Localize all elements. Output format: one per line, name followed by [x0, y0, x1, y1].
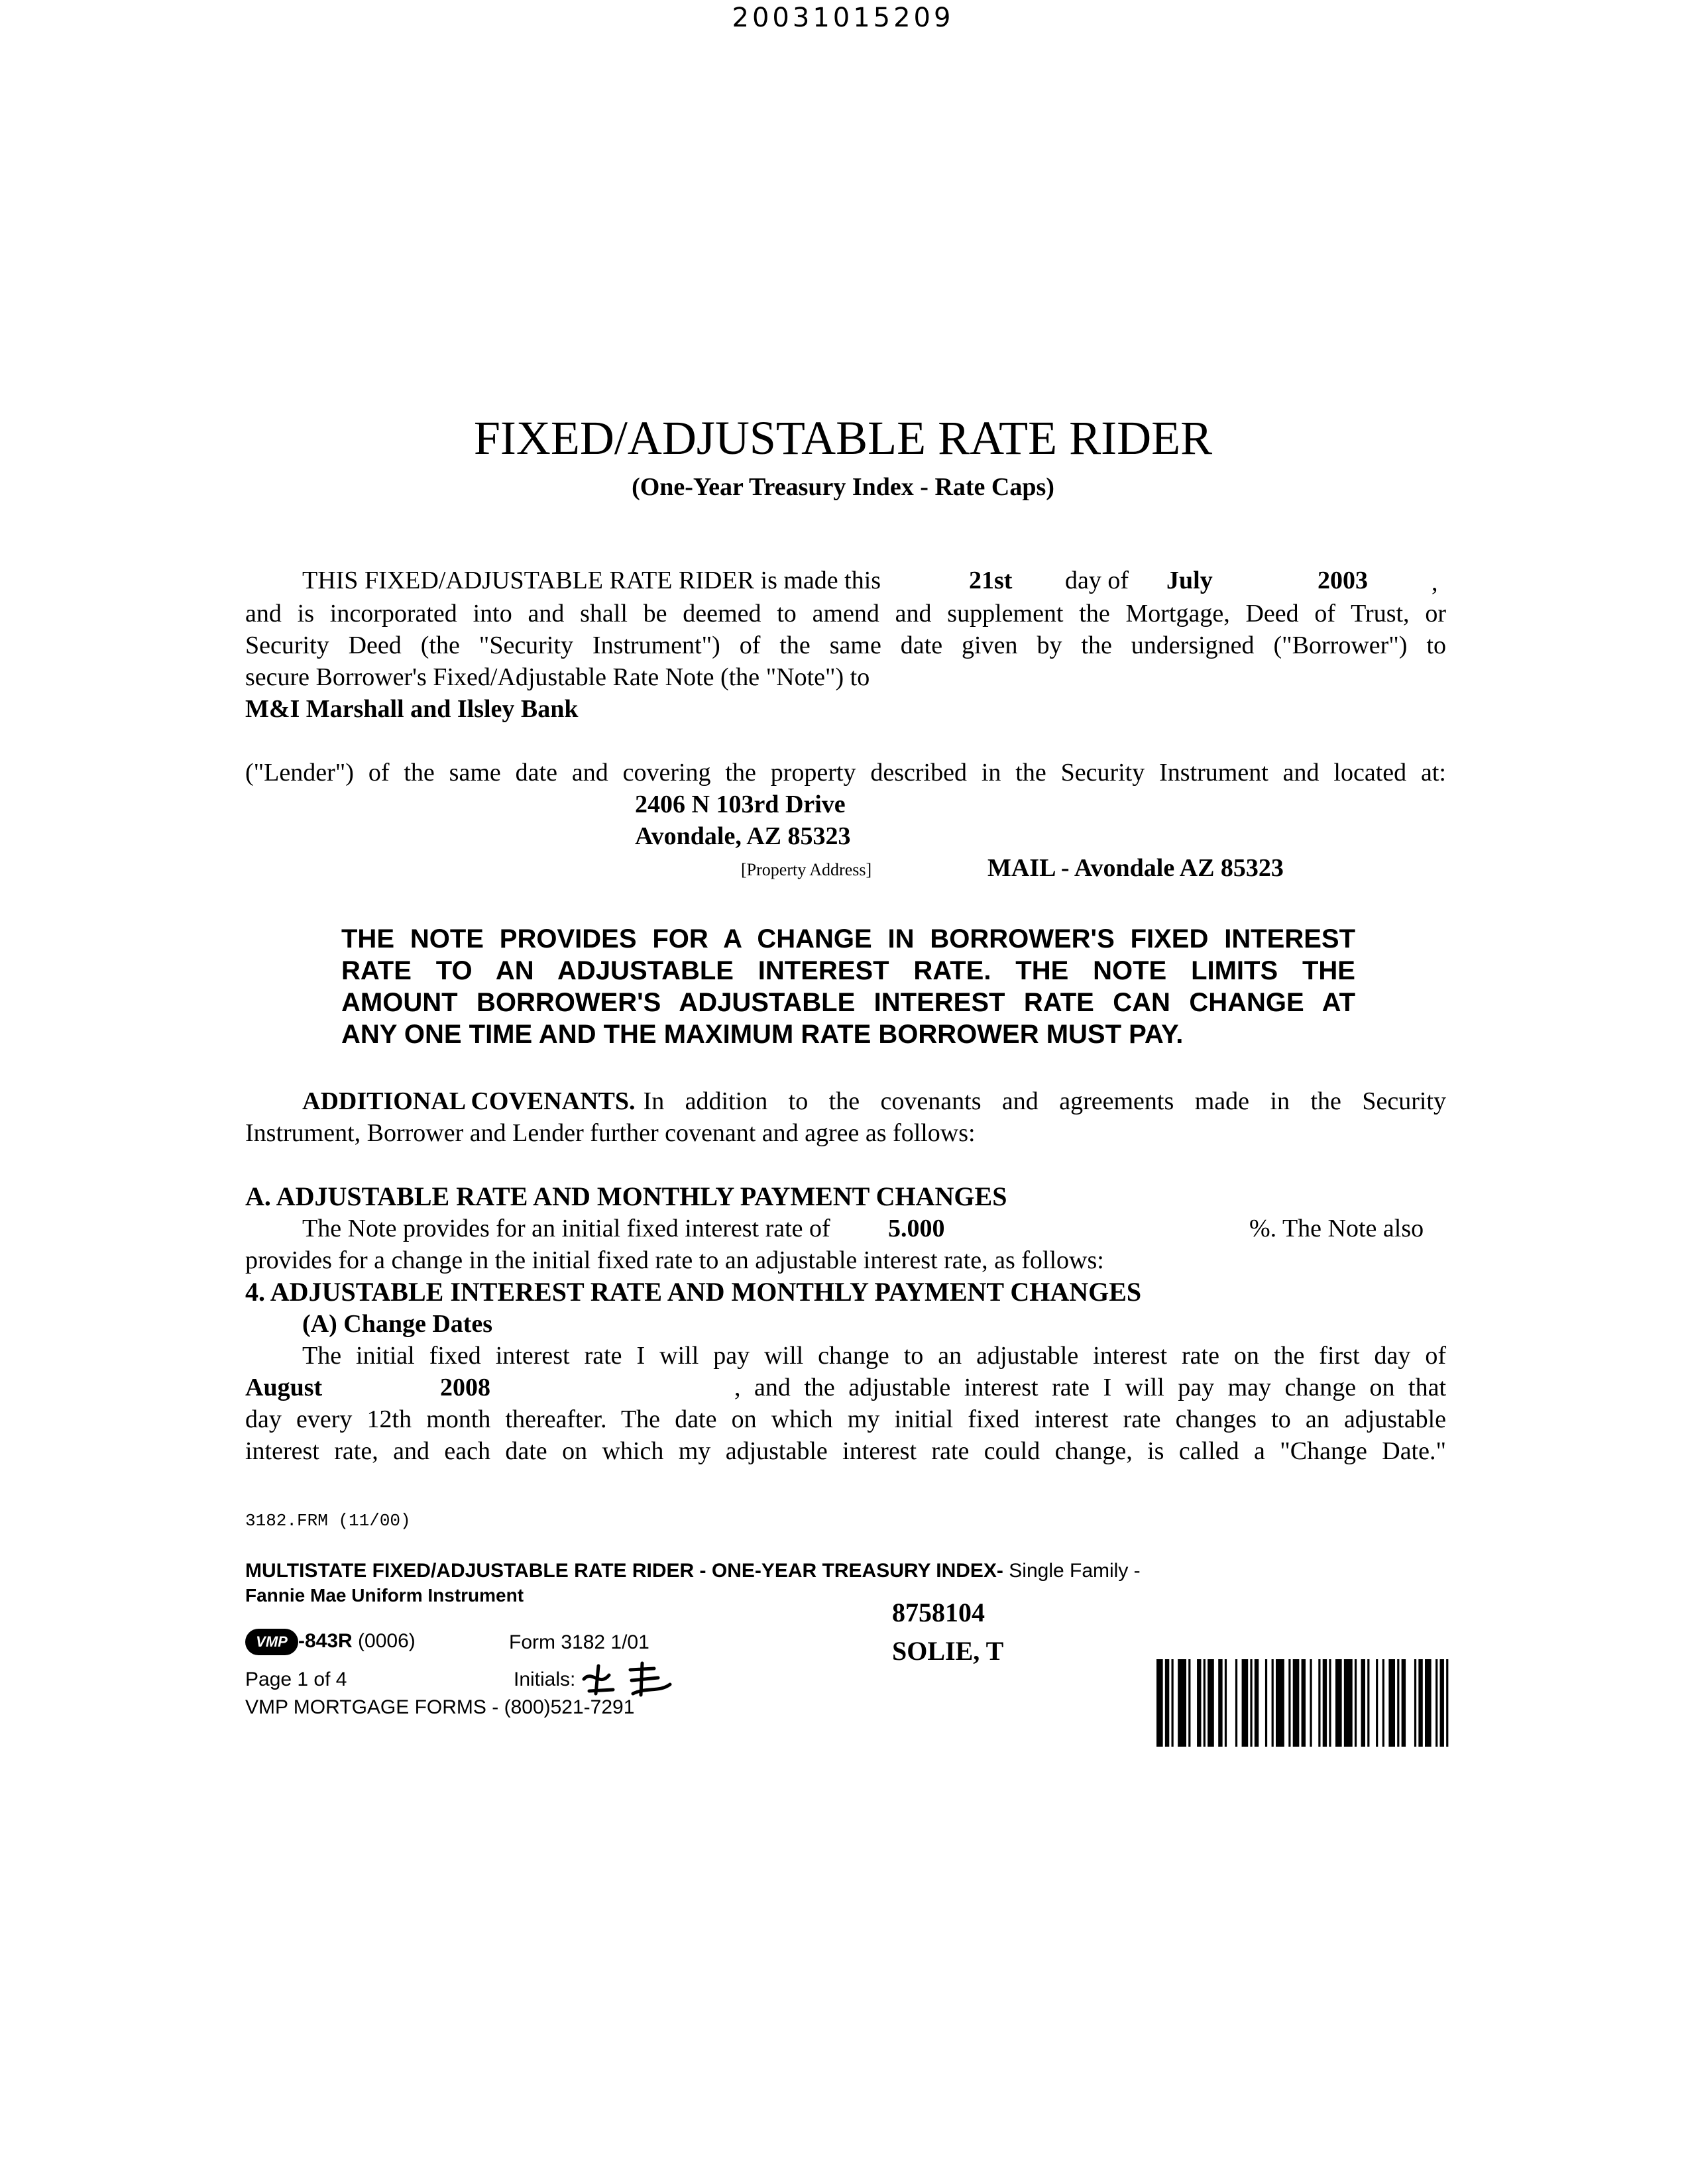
- change-year: 2008: [440, 1374, 490, 1401]
- loan-number: 8758104: [892, 1598, 985, 1627]
- intro-year: 2003: [1318, 567, 1368, 594]
- barcode-bar: [1318, 1659, 1320, 1747]
- change-month: August: [245, 1374, 323, 1401]
- additional-covenants-heading: ADDITIONAL COVENANTS.: [302, 1087, 636, 1115]
- page-subtitle: (One-Year Treasury Index - Rate Caps): [632, 473, 1054, 501]
- barcode-bar: [1382, 1659, 1384, 1747]
- intro-day-of: day of: [1065, 567, 1129, 594]
- additional-covenants-text: In addition to the covenants and agreements made in the Security: [643, 1087, 1446, 1115]
- barcode-bar: [1204, 1659, 1206, 1747]
- barcode-bar: [1418, 1659, 1422, 1747]
- barcode-bar: [1197, 1659, 1201, 1747]
- notice-line: AMOUNT BORROWER'S ADJUSTABLE INTEREST RATE CAN CHANGE AT: [341, 988, 1355, 1017]
- barcode-bar: [1265, 1659, 1267, 1747]
- barcode-bar: [1288, 1659, 1290, 1747]
- barcode-bar: [1302, 1659, 1306, 1747]
- section-4-line-4: interest rate, and each date on which my adjustable interest rate could change, is called a "Change Date.": [245, 1437, 1446, 1465]
- barcode-bar: [1367, 1659, 1369, 1747]
- section-a-text-2: %. The Note also: [1249, 1215, 1424, 1242]
- barcode-bar: [1435, 1659, 1437, 1747]
- intro-line-4: secure Borrower's Fixed/Adjustable Rate Note (the "Note") to: [245, 663, 870, 691]
- barcode-bar: [1156, 1659, 1163, 1747]
- lender-name: M&I Marshall and Ilsley Bank: [245, 695, 579, 723]
- barcode-bar: [1402, 1659, 1406, 1747]
- section-a-text-1: The Note provides for an initial fixed interest rate of: [302, 1215, 830, 1242]
- intro-line-3: Security Deed (the "Security Instrument") of the same date given by the undersigned ("Borrower") to: [245, 631, 1446, 659]
- intro-text-1: THIS FIXED/ADJUSTABLE RATE RIDER is made this: [302, 567, 881, 594]
- multistate-line: [245, 1560, 1141, 1582]
- barcode-bar: [1440, 1659, 1444, 1747]
- barcode-bar: [1250, 1659, 1252, 1747]
- form-id: -843R: [298, 1629, 353, 1652]
- form-code: 3182.FRM (11/00): [245, 1511, 411, 1531]
- vmp-contact: VMP MORTGAGE FORMS - (800)521-7291: [245, 1696, 635, 1718]
- barcode-bar: [1208, 1659, 1214, 1747]
- barcode-bar: [1165, 1659, 1169, 1747]
- barcode-bar: [1446, 1659, 1448, 1747]
- barcode-bar: [1235, 1659, 1237, 1747]
- barcode-bar: [1361, 1659, 1365, 1747]
- form-id-line: [245, 1629, 416, 1655]
- barcode-bar: [1293, 1659, 1300, 1747]
- barcode-bar: [1172, 1659, 1174, 1747]
- property-address-label: [Property Address]: [741, 860, 872, 879]
- section-4-line-2: , and the adjustable interest rate I will pay may change on that: [734, 1374, 1446, 1401]
- initials-label: Initials:: [514, 1668, 576, 1690]
- section-a-line-2: provides for a change in the initial fixed rate to an adjustable interest rate, as follows:: [245, 1246, 1104, 1274]
- section-a-rate: 5.000: [888, 1215, 945, 1242]
- barcode-bar: [1414, 1659, 1416, 1747]
- barcode-bar: [1376, 1659, 1378, 1747]
- vmp-logo: VMP: [245, 1629, 298, 1655]
- barcode-bar: [1425, 1659, 1432, 1747]
- barcode-bar: [1329, 1659, 1331, 1747]
- multistate-title: MULTISTATE FIXED/ADJUSTABLE RATE RIDER - ONE-YEAR TREASURY INDEX-: [245, 1560, 1003, 1582]
- section-4-line-1: The initial fixed interest rate I will pay will change to an adjustable interest rate on the first day of: [302, 1342, 1446, 1370]
- section-4-subheading: (A) Change Dates: [302, 1310, 493, 1338]
- property-city: Avondale, AZ 85323: [635, 822, 851, 850]
- intro-line-2: and is incorporated into and shall be deemed to amend and supplement the Mortgage, Deed of Trust, or: [245, 600, 1446, 628]
- barcode-bar: [1218, 1659, 1222, 1747]
- intro-day: 21st: [969, 567, 1013, 594]
- barcode-bar: [1178, 1659, 1186, 1747]
- page-indicator: Page 1 of 4: [245, 1668, 347, 1690]
- barcode-bar: [1225, 1659, 1227, 1747]
- fannie-mae-line: Fannie Mae Uniform Instrument: [245, 1585, 524, 1606]
- notice-line: RATE TO AN ADJUSTABLE INTEREST RATE. THE NOTE LIMITS THE: [341, 956, 1355, 985]
- barcode-bar: [1355, 1659, 1357, 1747]
- barcode-bar: [1276, 1659, 1284, 1747]
- barcode-bar: [1323, 1659, 1327, 1747]
- section-4-heading: 4. ADJUSTABLE INTEREST RATE AND MONTHLY PAYMENT CHANGES: [245, 1277, 1142, 1307]
- barcode-bar: [1272, 1659, 1274, 1747]
- barcode-bar: [1242, 1659, 1249, 1747]
- form-number: Form 3182 1/01: [509, 1631, 649, 1653]
- barcode-bar: [1397, 1659, 1399, 1747]
- initials-signature: [580, 1661, 679, 1698]
- barcode-bar: [1388, 1659, 1395, 1747]
- lender-line: ("Lender") of the same date and covering the property described in the Security Instrument and located at:: [245, 759, 1446, 787]
- additional-covenants-line-2: Instrument, Borrower and Lender further covenant and agree as follows:: [245, 1119, 976, 1147]
- form-id-rest: (0006): [352, 1629, 416, 1652]
- notice-line: ANY ONE TIME AND THE MAXIMUM RATE BORROWER MUST PAY.: [341, 1020, 1184, 1049]
- property-street: 2406 N 103rd Drive: [635, 791, 846, 818]
- intro-month: July: [1166, 567, 1213, 594]
- section-a-heading: A. ADJUSTABLE RATE AND MONTHLY PAYMENT CHANGES: [245, 1181, 1007, 1211]
- barcode-bar: [1335, 1659, 1342, 1747]
- barcode: [1156, 1659, 1455, 1747]
- multistate-rest: Single Family -: [1003, 1560, 1141, 1582]
- document-number: 20031015209: [732, 3, 954, 33]
- barcode-bar: [1344, 1659, 1353, 1747]
- notice-block: [341, 923, 1355, 1050]
- notice-line: THE NOTE PROVIDES FOR A CHANGE IN BORROWER'S FIXED INTEREST: [341, 924, 1355, 954]
- barcode-bar: [1188, 1659, 1190, 1747]
- borrower-name: SOLIE, T: [892, 1636, 1004, 1666]
- barcode-bar: [1310, 1659, 1312, 1747]
- additional-covenants-line-1: [302, 1085, 1446, 1117]
- intro-comma: ,: [1432, 569, 1438, 596]
- barcode-bar: [1255, 1659, 1259, 1747]
- property-mail: MAIL - Avondale AZ 85323: [987, 854, 1284, 882]
- page-title: FIXED/ADJUSTABLE RATE RIDER: [473, 411, 1213, 464]
- section-4-line-3: day every 12th month thereafter. The date on which my initial fixed interest rate changes to an adjustable: [245, 1405, 1446, 1433]
